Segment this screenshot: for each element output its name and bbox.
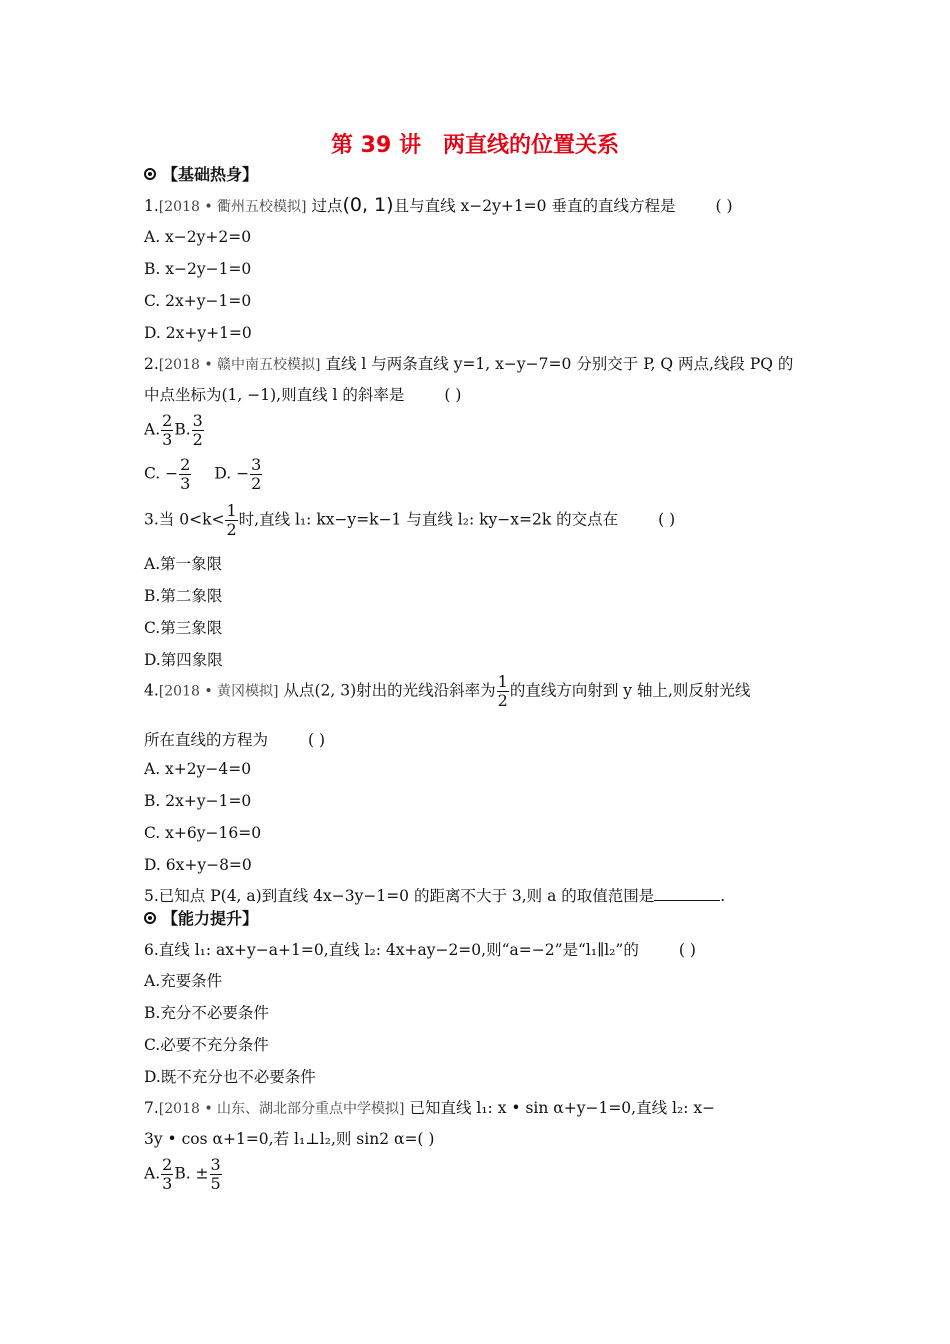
options-c-d bbox=[144, 456, 263, 493]
question-text: 且与直线 x−2y+1=0 垂直的直线方程是 bbox=[393, 197, 676, 215]
answer-parentheses: ( ) bbox=[308, 731, 326, 749]
answer-blank[interactable] bbox=[654, 886, 720, 901]
section-title: 【基础热身】 bbox=[162, 165, 259, 184]
option-a: A. bbox=[144, 420, 161, 439]
section-basic-warmup bbox=[144, 162, 258, 185]
question-number: 6. bbox=[144, 941, 159, 959]
option-d: D.既不充分也不必要条件 bbox=[144, 1068, 316, 1086]
option-a: A. x+2y−4=0 bbox=[144, 760, 252, 778]
option-b: B.充分不必要条件 bbox=[144, 1004, 269, 1022]
lecture-topic: 两直线的位置关系 bbox=[442, 133, 619, 158]
fraction: $\frac{1}{2}$ bbox=[226, 501, 237, 539]
question-number: 1. bbox=[144, 197, 159, 215]
fraction: $\frac{2}{3}$ bbox=[180, 455, 191, 493]
option-d: D. 6x+y−8=0 bbox=[144, 856, 252, 874]
question-1-stem bbox=[144, 194, 733, 218]
question-number: 7. bbox=[144, 1099, 159, 1117]
fraction: $\frac{2}{3}$ bbox=[162, 411, 173, 449]
option-a: A. x−2y+2=0 bbox=[144, 228, 252, 246]
options-a-b bbox=[144, 412, 205, 449]
lecture-number: 第 39 讲 bbox=[331, 133, 421, 158]
question-text: 所在直线的方程为 bbox=[144, 731, 269, 749]
question-text: 时,直线 l₁: kx−y=k−1 与直线 l₂: ky−x=2k 的交点在 bbox=[238, 510, 619, 529]
section-ability-improvement bbox=[144, 906, 258, 929]
question-number: 5. bbox=[144, 887, 159, 905]
question-4-stem-line2 bbox=[144, 729, 325, 751]
option-d: D.第四象限 bbox=[144, 651, 223, 669]
question-text: 过点 bbox=[311, 197, 343, 215]
section-title: 【能力提升】 bbox=[162, 909, 259, 928]
page-title bbox=[0, 128, 950, 159]
question-number: 4. bbox=[144, 681, 159, 700]
option-b: B. 2x+y−1=0 bbox=[144, 792, 252, 810]
question-3-stem bbox=[144, 502, 675, 539]
question-text: 的直线方向射到 y 轴上,则反射光线 bbox=[509, 681, 751, 700]
options-a-b bbox=[144, 1156, 223, 1193]
question-text: 已知点 P(4, a)到直线 4x−3y−1=0 的距离不大于 3,则 a 的取值范围是 bbox=[158, 887, 655, 905]
question-text: 直线 l₁: ax+y−a+1=0,直线 l₂: 4x+ay−2=0,则“a=−2”是“l₁∥l₂”的 bbox=[158, 941, 639, 959]
question-source: [2018 • 黄冈模拟] bbox=[158, 683, 279, 700]
option-b: B. x−2y−1=0 bbox=[144, 260, 252, 278]
question-7-stem-line2: 3y • cos α+1=0,若 l₁⊥l₂,则 sin2 α=( ) bbox=[144, 1130, 435, 1148]
point-coordinates: (0, 1) bbox=[342, 194, 394, 216]
option-b: B. bbox=[174, 420, 191, 439]
question-6-stem bbox=[144, 939, 696, 961]
question-2-stem-line2 bbox=[144, 384, 461, 406]
option-d: D. 2x+y+1=0 bbox=[144, 324, 252, 342]
question-4-stem bbox=[144, 673, 750, 710]
fraction: $\frac{3}{2}$ bbox=[251, 455, 262, 493]
question-text: 中点坐标为(1, −1),则直线 l 的斜率是 bbox=[144, 386, 405, 404]
option-b: B.第二象限 bbox=[144, 587, 223, 605]
bullet-circle-icon bbox=[144, 168, 156, 180]
fraction: $\frac{1}{2}$ bbox=[497, 672, 508, 710]
answer-parentheses: ( ) bbox=[444, 386, 462, 404]
question-text: 从点(2, 3)射出的光线沿斜率为 bbox=[283, 681, 496, 700]
question-number: 2. bbox=[144, 355, 159, 373]
fraction: $\frac{3}{2}$ bbox=[192, 411, 203, 449]
question-text: 已知直线 l₁: x • sin α+y−1=0,直线 l₂: x− bbox=[409, 1099, 716, 1117]
question-2-stem bbox=[144, 353, 793, 376]
answer-parentheses: ( ) bbox=[715, 197, 733, 215]
question-7-stem bbox=[144, 1097, 715, 1120]
option-a: A.充要条件 bbox=[144, 972, 223, 990]
option-c: C.第三象限 bbox=[144, 619, 223, 637]
option-a: A.第一象限 bbox=[144, 555, 223, 573]
option-b: B. ± bbox=[174, 1164, 209, 1183]
fraction: $\frac{3}{5}$ bbox=[210, 1155, 221, 1193]
question-text: 当 0<k< bbox=[158, 510, 225, 529]
question-number: 3. bbox=[144, 510, 159, 529]
answer-parentheses: ( ) bbox=[678, 941, 696, 959]
bullet-circle-icon bbox=[144, 912, 156, 924]
option-a: A. bbox=[144, 1164, 161, 1183]
option-d: D. − bbox=[214, 464, 250, 483]
option-c: C. x+6y−16=0 bbox=[144, 824, 262, 842]
question-source: [2018 • 衢州五校模拟] bbox=[158, 199, 307, 215]
answer-parentheses: ( ) bbox=[658, 510, 676, 529]
option-c: C. 2x+y−1=0 bbox=[144, 292, 252, 310]
question-source: [2018 • 赣中南五校模拟] bbox=[158, 357, 321, 373]
option-c: C.必要不充分条件 bbox=[144, 1036, 269, 1054]
question-5-stem: 5.已知点 P(4, a)到直线 4x−3y−1=0 的距离不大于 3,则 a 的取值范围是 . bbox=[144, 887, 726, 905]
fraction: $\frac{2}{3}$ bbox=[162, 1155, 173, 1193]
option-c: C. − bbox=[144, 464, 179, 483]
question-text: 直线 l 与两条直线 y=1, x−y−7=0 分别交于 P, Q 两点,线段 PQ 的 bbox=[325, 355, 794, 373]
question-source: [2018 • 山东、湖北部分重点中学模拟] bbox=[158, 1101, 405, 1117]
